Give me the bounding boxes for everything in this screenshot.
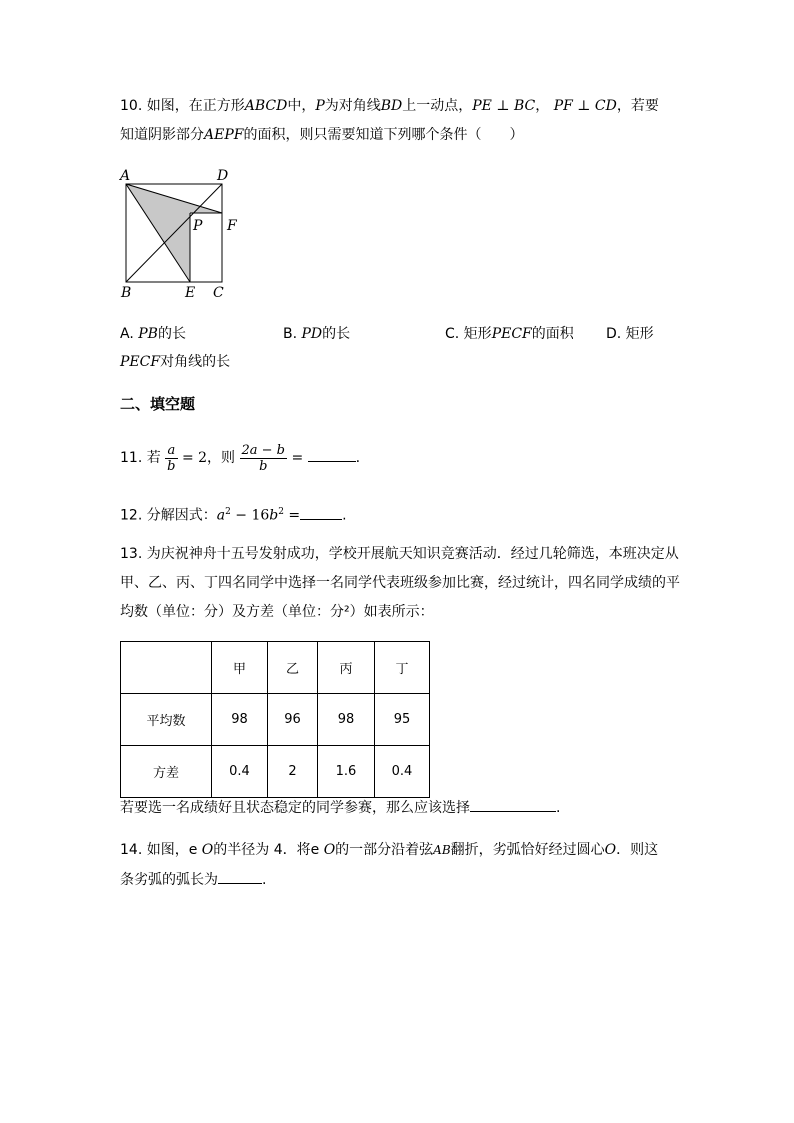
table-cell: 0.4 [375,746,430,798]
table-cell [121,642,212,694]
q11-fraction-2: $\frac{2a - b}{b}$ [241,442,286,474]
q11-answer-blank[interactable] [308,447,356,462]
table-header-row [121,642,430,694]
q11-fraction-1: $\frac{a}{b}$ [167,442,176,474]
q10-line2: 知道阴影部分AEPF的面积，则只需要知道下列哪个条件（ ） [120,127,524,143]
table-cell: 乙 [268,642,318,694]
q12-answer-blank[interactable] [300,505,342,520]
table-row [121,746,430,798]
label-e: E [185,285,196,301]
q11: 11. 若 $\frac{a}{b}$ = 2，则 $\frac{2a - b}{b}$ = . [120,442,361,474]
table-cell: 98 [318,694,375,746]
label-b: B [121,285,132,301]
q14-answer-blank[interactable] [218,869,262,884]
table-cell: 平均数 [121,694,212,746]
table-cell: 方差 [121,746,212,798]
q13-line1: 13. 为庆祝神舟十五号发射成功，学校开展航天知识竞赛活动．经过几轮筛选，本班决定从 [120,546,679,562]
table-cell: 96 [268,694,318,746]
q13-line3: 均数（单位：分）及方差（单位：分²）如表所示： [120,604,434,620]
label-p: P [193,218,203,234]
q13-after: 若要选一名成绩好且状态稳定的同学参赛，那么应该选择 . [120,797,560,818]
label-f: F [227,218,237,234]
label-d: D [217,168,229,184]
table-cell: 2 [268,746,318,798]
choice-a: A. PB的长 [120,326,186,342]
q14-line2: 条劣弧的弧长为 . [120,869,266,890]
scores-table [120,641,430,798]
choice-d-line2: PECF对角线的长 [120,354,231,370]
table-cell: 丙 [318,642,375,694]
table-row [121,694,430,746]
q10-line1: 10. 如图，在正方形ABCD中，P为对角线BD上一动点，PE ⊥ BC， PF ⊥ CD，若要 [120,98,659,114]
table-cell: 丁 [375,642,430,694]
table-cell: 98 [212,694,268,746]
q13-line2: 甲、乙、丙、丁四名同学中选择一名同学代表班级参加比赛，经过统计，四名同学成绩的平 [120,575,680,591]
q12: 12. 分解因式：$a^2 - 16b^2$ = . [120,502,347,526]
q13-answer-blank[interactable] [470,797,556,812]
choice-b: B. PD的长 [283,326,351,342]
table-cell: 1.6 [318,746,375,798]
section-title: 二、填空题 [120,395,196,413]
square-figure [116,164,246,304]
table-cell: 0.4 [212,746,268,798]
choice-c: C. 矩形PECF的面积 [445,326,574,342]
label-a: A [120,168,131,184]
table-cell: 95 [375,694,430,746]
choice-d-line1: D. 矩形 [606,326,654,342]
table-cell: 甲 [212,642,268,694]
label-c: C [213,285,224,301]
q14-line1: 14. 如图，e O的半径为 4．将e O的一部分沿着弦AB翻折，劣弧恰好经过圆心O．则这 [120,842,659,858]
